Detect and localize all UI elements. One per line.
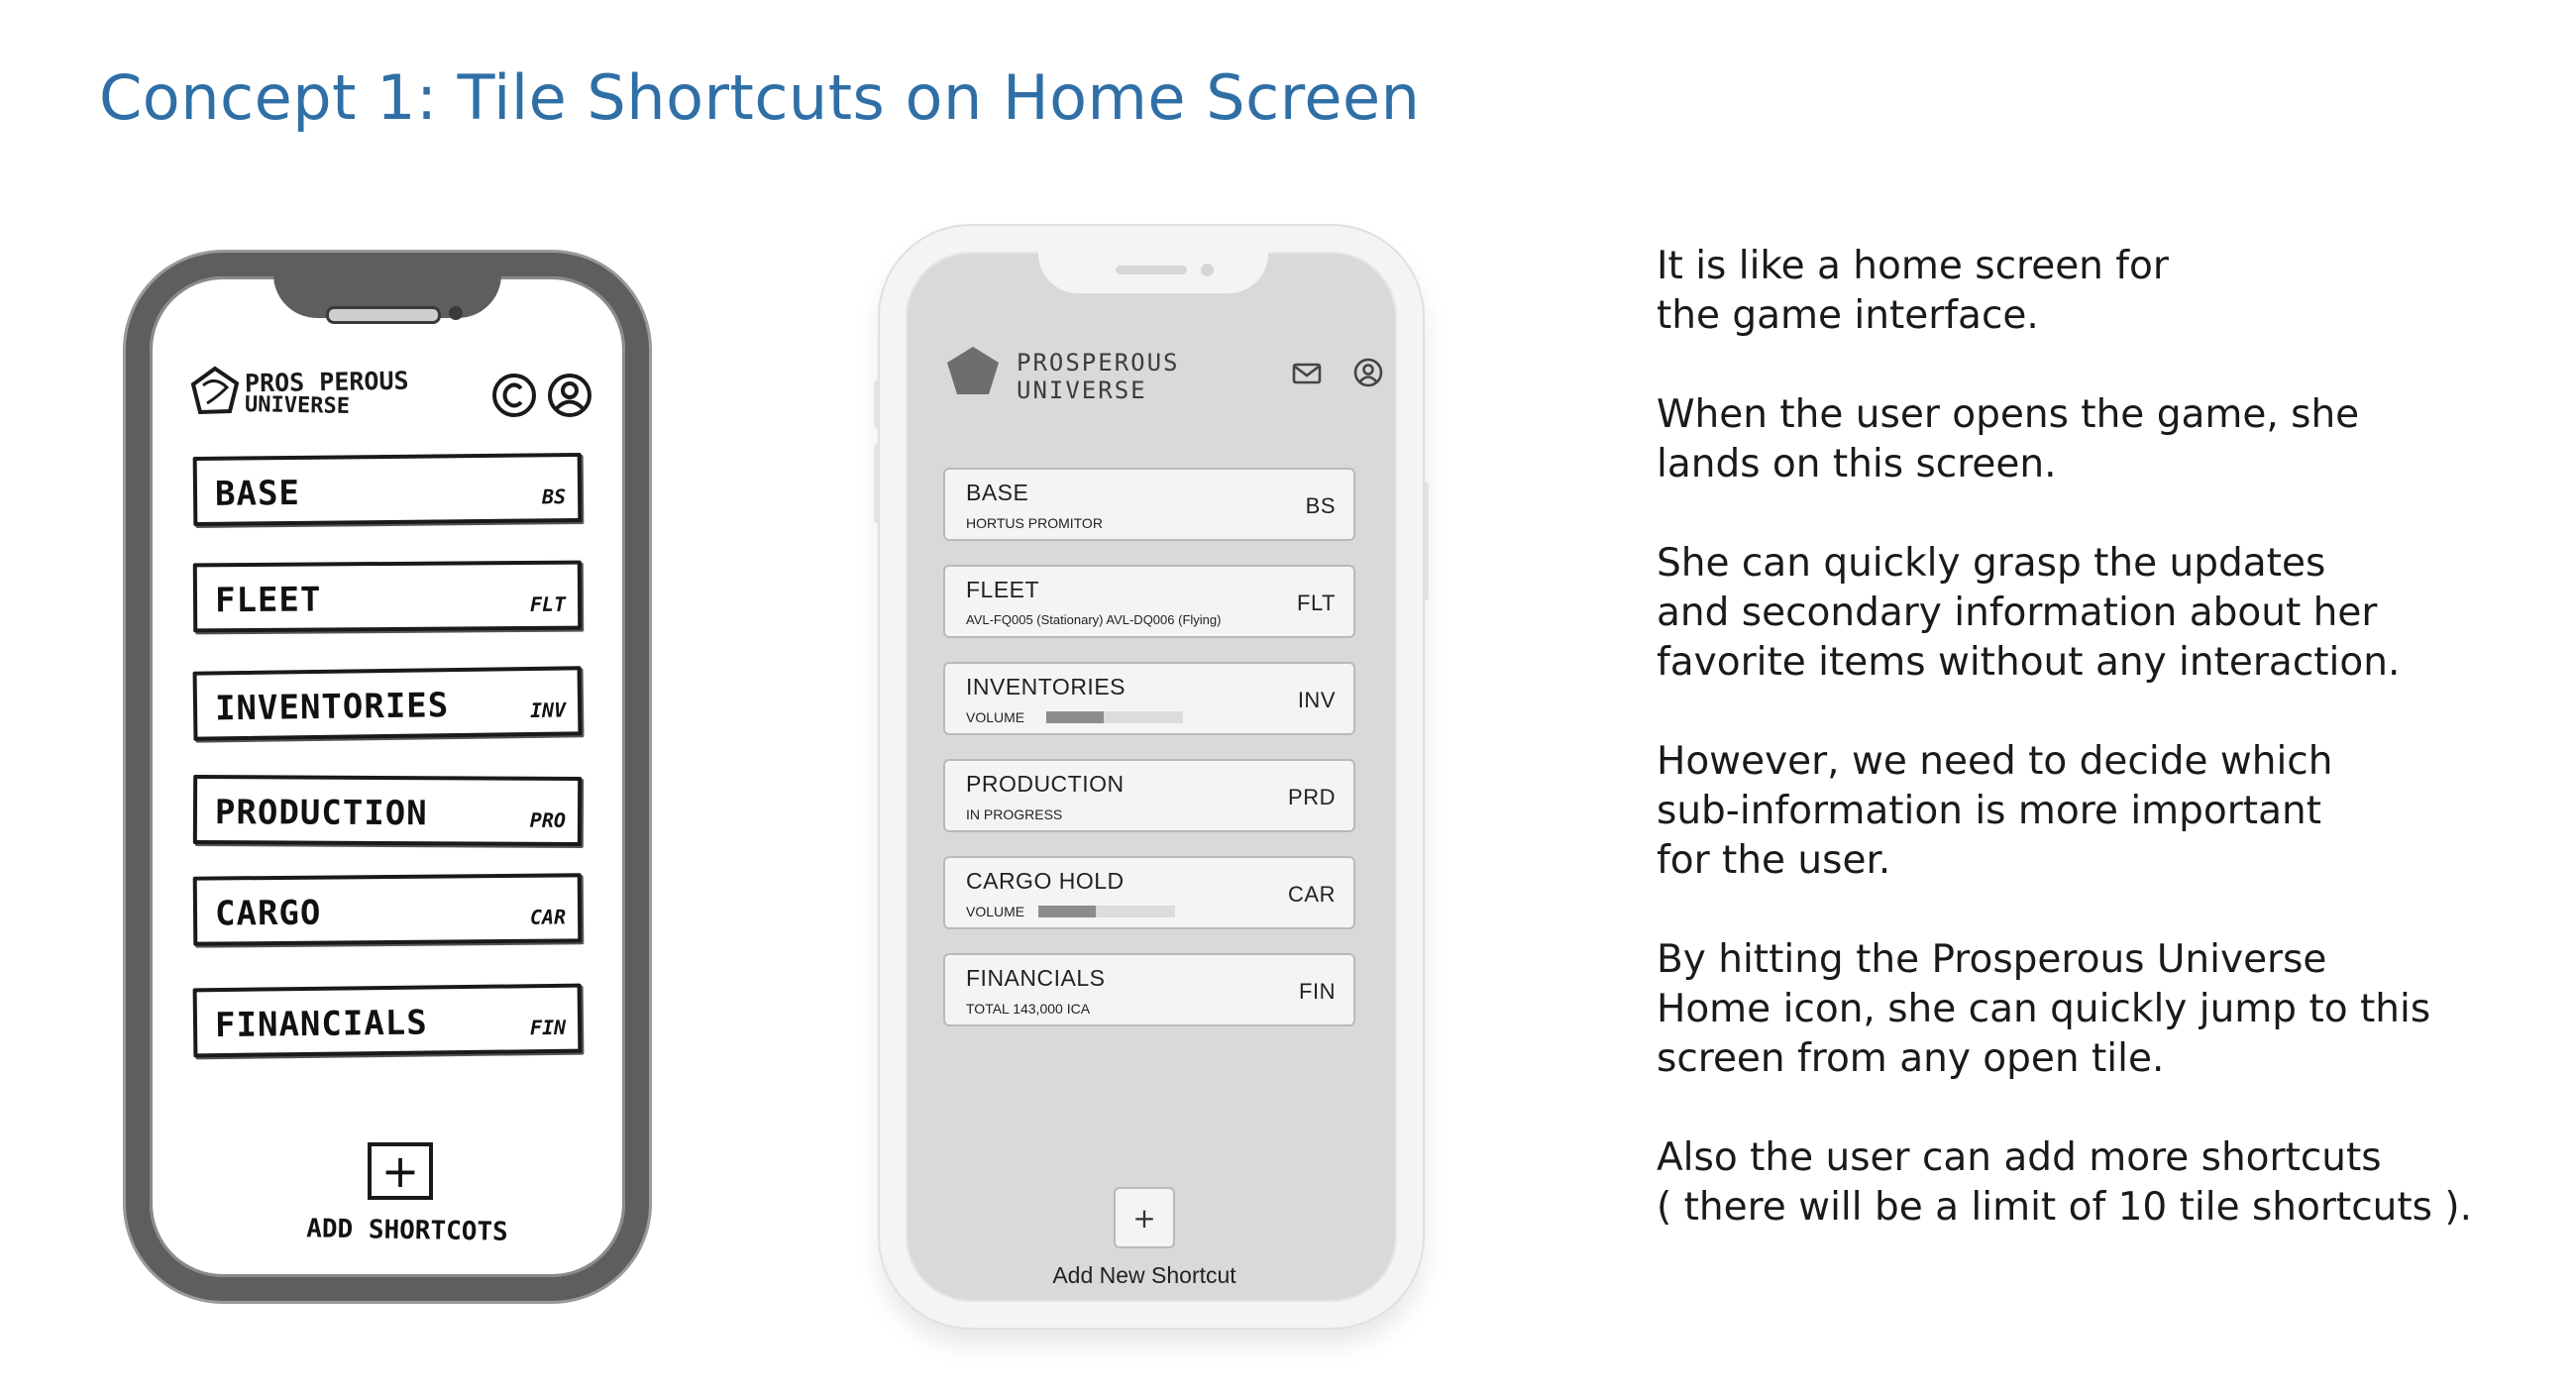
tile-base[interactable] — [943, 468, 1355, 541]
sketch-phone — [126, 253, 649, 1301]
volume-progress-bar — [1046, 711, 1183, 723]
sketch-tile-label: FLEET — [214, 580, 322, 621]
tile-code: FLT — [1297, 591, 1336, 615]
sketch-add-shortcut-label: ADD SHORTCOTS — [306, 1214, 508, 1247]
sketch-tile-code: FIN — [529, 1015, 567, 1040]
mail-icon[interactable] — [1292, 363, 1322, 384]
sketch-tile-label: INVENTORIES — [214, 686, 450, 729]
sketch-tile-cargo[interactable] — [193, 873, 583, 945]
plus-icon: + — [380, 1144, 420, 1198]
note-line: However, we need to decide which — [1657, 739, 2333, 784]
sketch-logo[interactable] — [187, 364, 417, 423]
note-paragraph — [1657, 242, 2528, 341]
tile-label: BASE — [966, 480, 1029, 505]
tile-subinfo: TOTAL 143,000 ICA — [966, 1001, 1091, 1017]
sketch-tile-code: PRO — [529, 807, 567, 832]
note-line: favorite items without any interaction. — [1657, 640, 2401, 685]
tile-fleet[interactable] — [943, 565, 1355, 638]
note-line: ( there will be a limit of 10 tile shortcuts ). — [1657, 1185, 2472, 1230]
tile-label: PRODUCTION — [966, 771, 1125, 797]
sketch-logo-line2: UNIVERSE — [244, 392, 351, 419]
note-line: She can quickly grasp the updates — [1657, 541, 2326, 586]
sketch-tile-base[interactable] — [193, 453, 583, 526]
sketch-speaker — [326, 306, 441, 324]
tile-subinfo: IN PROGRESS — [966, 806, 1063, 822]
note-line: Also the user can add more shortcuts — [1657, 1135, 2382, 1180]
user-icon[interactable] — [1353, 358, 1383, 387]
note-line: By hitting the Prosperous Universe — [1657, 937, 2327, 982]
tile-label: FLEET — [966, 577, 1040, 602]
sketch-tile-label: CARGO — [214, 893, 322, 934]
sketch-tile-code: CAR — [529, 905, 567, 929]
volume-progress-fill — [1046, 711, 1104, 723]
sketch-copyright-icon[interactable] — [490, 372, 538, 419]
sketch-tile-inventories[interactable] — [193, 666, 583, 740]
note-line: sub-information is more important — [1657, 789, 2321, 833]
mockup-brand[interactable] — [1017, 349, 1180, 404]
tile-label: FINANCIALS — [966, 965, 1106, 991]
sketch-tile-code: INV — [529, 698, 567, 722]
sketch-tile-label: BASE — [214, 473, 301, 514]
concept-description — [1657, 242, 2528, 1282]
tile-subinfo: HORTUS PROMITOR — [966, 515, 1103, 531]
tile-subinfo: VOLUME — [966, 904, 1025, 919]
mockup-brand-line1: PROSPEROUS — [1017, 349, 1180, 376]
tile-code: FIN — [1299, 979, 1336, 1004]
tile-label: INVENTORIES — [966, 674, 1126, 699]
note-line: lands on this screen. — [1657, 442, 2057, 486]
add-new-shortcut-label: Add New Shortcut — [1052, 1262, 1236, 1288]
note-line: the game interface. — [1657, 293, 2039, 338]
tile-production[interactable] — [943, 759, 1355, 832]
mockup-camera-icon — [1201, 264, 1214, 276]
tile-label: CARGO HOLD — [966, 868, 1125, 894]
note-paragraph — [1657, 935, 2528, 1084]
sketch-user-icon[interactable] — [546, 372, 593, 419]
sketch-add-shortcut-button[interactable] — [368, 1142, 433, 1200]
plus-icon: + — [1132, 1201, 1156, 1235]
tile-inventories[interactable] — [943, 662, 1355, 735]
note-paragraph — [1657, 737, 2528, 886]
phone-side-button — [1423, 482, 1429, 600]
tile-cargo-hold[interactable] — [943, 856, 1355, 929]
sketch-tile-label: PRODUCTION — [214, 793, 428, 834]
sketch-tile-label: FINANCIALS — [214, 1003, 428, 1046]
add-new-shortcut-button[interactable] — [1114, 1187, 1175, 1248]
note-line: Home icon, she can quickly jump to this — [1657, 987, 2431, 1031]
pentagon-logo-icon[interactable] — [945, 345, 1001, 396]
tile-subinfo: VOLUME — [966, 709, 1025, 725]
tile-code: PRD — [1288, 785, 1336, 809]
mockup-phone — [880, 226, 1423, 1328]
note-line: It is like a home screen for — [1657, 244, 2169, 288]
sketch-tile-fleet[interactable] — [193, 561, 582, 633]
slide-title: Concept 1: Tile Shortcuts on Home Screen — [99, 61, 1421, 134]
tile-code: INV — [1297, 688, 1336, 712]
tile-financials[interactable] — [943, 953, 1355, 1026]
tile-subinfo: AVL-FQ005 (Stationary) AVL-DQ006 (Flying) — [966, 612, 1222, 627]
note-paragraph — [1657, 1133, 2528, 1233]
sketch-tile-code: FLT — [529, 591, 567, 616]
tile-code: BS — [1305, 493, 1336, 518]
sketch-tile-code: BS — [541, 484, 567, 509]
note-line: When the user opens the game, she — [1657, 392, 2360, 437]
mockup-speaker — [1116, 266, 1187, 274]
sketch-logo-line1: PROS PEROUS — [244, 366, 409, 398]
mockup-brand-line2: UNIVERSE — [1017, 376, 1147, 404]
sketch-logo-icon — [187, 364, 243, 419]
note-paragraph — [1657, 390, 2528, 489]
tile-code: CAR — [1288, 882, 1336, 907]
sketch-tile-financials[interactable] — [193, 984, 583, 1058]
sketch-tile-production[interactable] — [193, 775, 582, 846]
volume-progress-fill — [1038, 906, 1096, 917]
note-line: screen from any open tile. — [1657, 1036, 2165, 1081]
volume-progress-bar — [1038, 906, 1175, 917]
note-paragraph — [1657, 539, 2528, 688]
note-line: and secondary information about her — [1657, 591, 2378, 635]
note-line: for the user. — [1657, 838, 1891, 883]
sketch-camera-icon — [449, 306, 463, 320]
